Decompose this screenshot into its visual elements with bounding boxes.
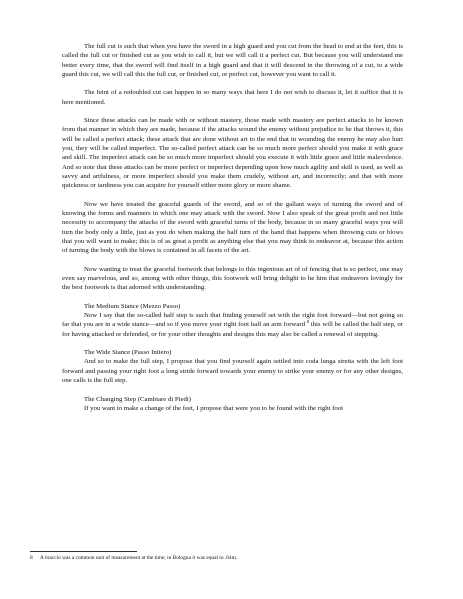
section-heading-medium-stance: The Medium Stance (Mezzo Passo) bbox=[84, 302, 181, 310]
paragraph-body-turns: Now we have treated the graceful guards of the sword, and so of the gallant ways of turning the sword and of knowing the forms and manners in which one may attack with the sword. Now I also speak of the great profit and not little necessity to accompany the attacks of the sword with graceful turns of the body, because in so many graceful ways you will turn the body only a little, just as you do when making the half turn of the hand that happens when throwing cuts or blows that you will want to make; this is of as great a profit as anything else that you may think to endeavor at, because this action of turning the body with the blows is contained in all facets of the art. bbox=[62, 200, 403, 255]
footnote-reference[interactable]: 8 bbox=[306, 319, 309, 325]
section-text-wide-stance: And so to make the full step, I propose that you find yourself again settled into coda lunga stretta with the left foot forward and passing your right foot a long stride forward towards your enemy to strike your enemy or for any other designs, one calls is the full step. bbox=[62, 358, 403, 385]
paragraph-feint: The feint of a redoubled cut can happen in so many ways that here I do not wish to discuss it, let it suffice that it is here mentioned. bbox=[62, 89, 403, 106]
section-text-changing-step: If you want to make a change of the feet, I propose that were you to be found with the right foot bbox=[84, 404, 344, 412]
paragraph-attacks: Since these attacks can be made with or without mastery, those made with mastery are perfect attacks to be known from that manner in which they are made, because if the attacks wound the enemy without prejudice to he that throws it, this will be called a perfect attack; these attack that are done without art to the end that in wounding the enemy he may also hurt you, they will be called imperfect. The so-called perfect attack can be so much more perfect should you make it with grace and skill. The imperfect attack can be so much more imperfect should you execute it with little grace and little malevolence. And so note that these attacks can be more perfect or imperfect depending upon how much agility and skill is used, as well as savvy and artfulness, or more imperfect should you make them crudely, without art, and incorrectly; and that with more quickness or tardiness you can acquire for yourself either more glory or more shame. bbox=[62, 117, 403, 190]
paragraph-full-cut: The full cut is such that when you have the sword in a high guard and you cut from the head to end at the feet, this is called the full cut or finished cut as you wish to call it, but we will call it a perfect cut. But because you will understand me better every time, that the sword will find itself in a high guard and that it will descend in the throwing of a cut, to a wide guard this cut, we will call this the full cut, or finished cut, or perfect cut, however you want to call it. bbox=[62, 43, 403, 78]
section-text-medium-stance bbox=[62, 311, 403, 339]
footnote bbox=[30, 555, 430, 562]
medium-stance-text-part2: this will be called the half step, or for having attacked or defended, or for your other thoughts and designs this may also be called a renewal of stepping. bbox=[62, 321, 403, 338]
paragraph-footwork: Now wanting to treat the graceful footwork that belongs to this ingenious art of of fencing that is so perfect, one may even say marvelous, and so, among with other things, this footwork will bring delight to he him that endeavors lovingly for the best footwork is that adorned with understanding. bbox=[62, 265, 403, 292]
medium-stance-text-part1: Now I say that the so-called half step is such that finding yourself set with the right foot forward—but not going so far that you are in a wide stance—and so if you move your right foot half an arm forward bbox=[62, 312, 403, 329]
footnote-number: 8 bbox=[30, 555, 33, 561]
footnote-text: A braccio was a common unit of measurement at the time; in Bologna it was equal to .64m. bbox=[40, 555, 238, 561]
footnote-divider bbox=[30, 551, 137, 552]
section-heading-wide-stance: The Wide Stance (Passo Intiero) bbox=[84, 349, 172, 357]
section-heading-changing-step: The Changing Step (Cambiare di Piedi) bbox=[84, 395, 192, 403]
